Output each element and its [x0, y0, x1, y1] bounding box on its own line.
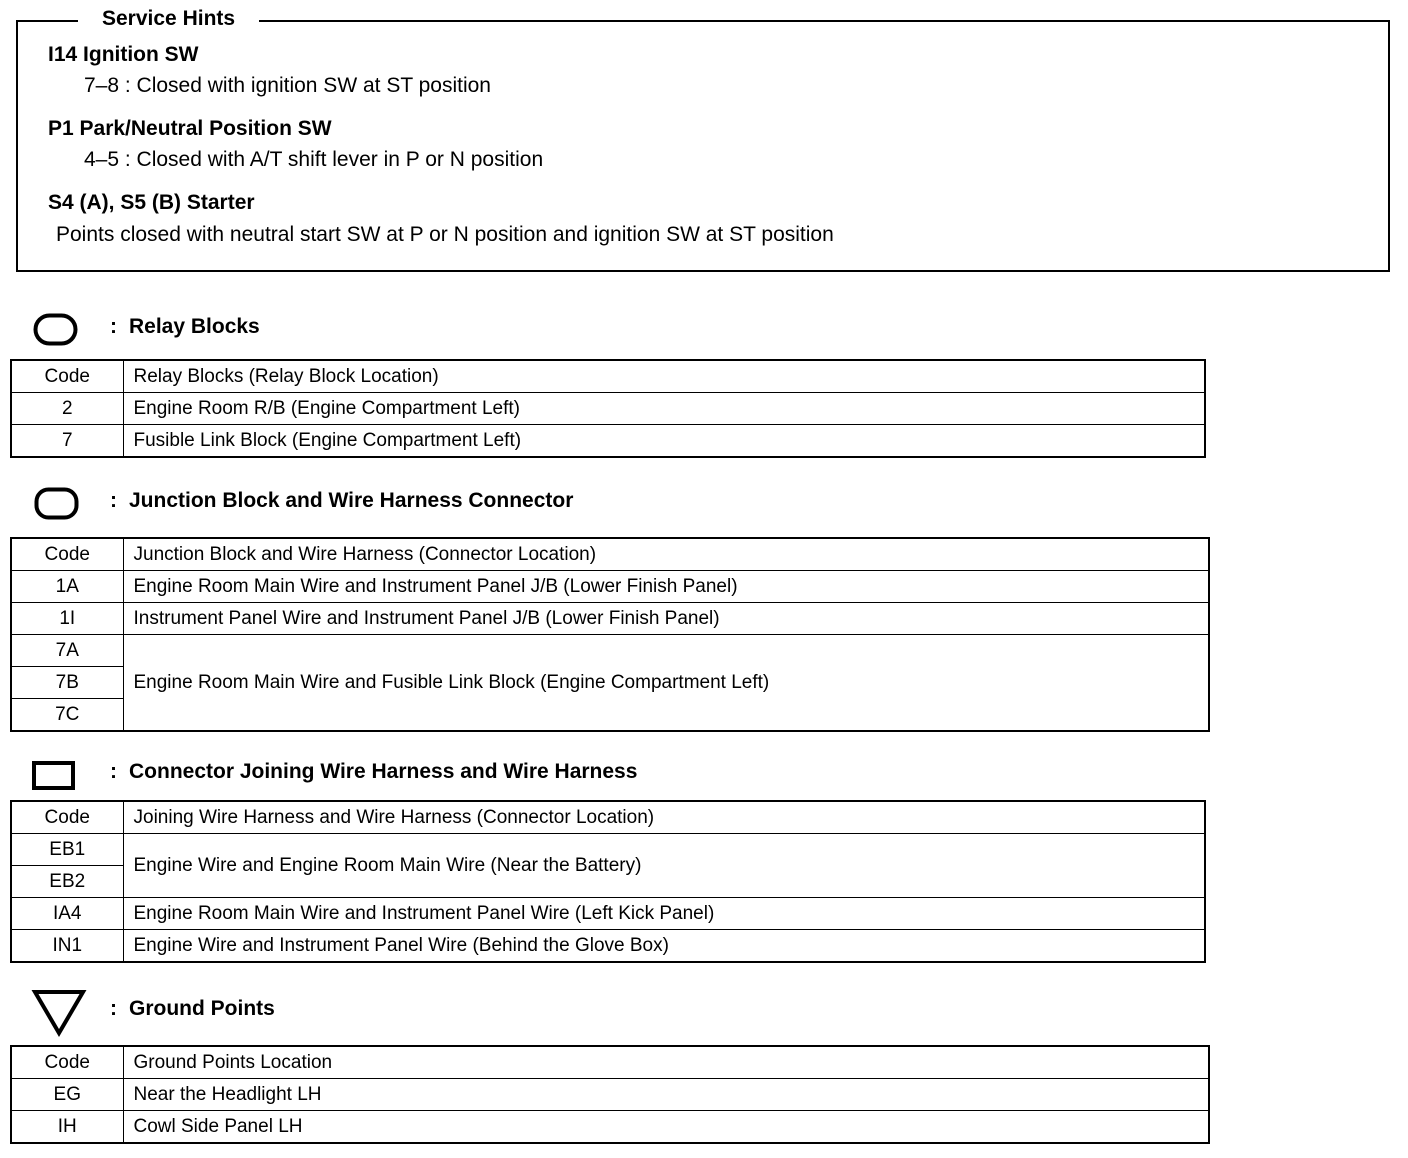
connectors-table: [10, 800, 1206, 963]
hint-heading-starter: S4 (A), S5 (B) Starter: [48, 191, 255, 214]
junction-blocks-heading: [110, 487, 573, 515]
code-cell: 7C: [11, 699, 123, 732]
code-cell: 7A: [11, 635, 123, 667]
relay-blocks-heading: [110, 313, 260, 341]
location-header: Junction Block and Wire Harness (Connector Location): [123, 538, 1209, 571]
code-header: Code: [11, 1046, 123, 1079]
location-cell: Engine Room Main Wire and Instrument Panel J/B (Lower Finish Panel): [123, 571, 1209, 603]
code-cell: EB2: [11, 866, 123, 898]
connector-square-icon: [31, 760, 77, 792]
code-cell: EG: [11, 1079, 123, 1111]
table-row: [11, 1111, 1209, 1144]
code-cell: IN1: [11, 930, 123, 963]
code-header: Code: [11, 538, 123, 571]
location-cell: Engine Room Main Wire and Instrument Panel Wire (Left Kick Panel): [123, 898, 1205, 930]
junction-block-icon: [34, 487, 80, 521]
table-header-row: [11, 360, 1205, 393]
ground-points-heading: [110, 995, 275, 1023]
heading-colon: :: [110, 997, 117, 1020]
location-header: Joining Wire Harness and Wire Harness (Connector Location): [123, 801, 1205, 834]
table-header-row: [11, 801, 1205, 834]
location-cell: Engine Room Main Wire and Fusible Link Block (Engine Compartment Left): [123, 635, 1209, 732]
code-cell: 7B: [11, 667, 123, 699]
hint-heading-ignition-sw: I14 Ignition SW: [48, 43, 199, 66]
hint-detail-starter: Points closed with neutral start SW at P or N position and ignition SW at ST position: [56, 223, 834, 246]
junction-blocks-table: [10, 537, 1210, 732]
location-header: Relay Blocks (Relay Block Location): [123, 360, 1205, 393]
table-row: [11, 425, 1205, 458]
relay-block-icon: [33, 313, 79, 347]
table-row: [11, 930, 1205, 963]
hint-heading-park-neutral-sw: P1 Park/Neutral Position SW: [48, 117, 332, 140]
code-cell: 1A: [11, 571, 123, 603]
relay-blocks-table: [10, 359, 1206, 458]
table-header-row: [11, 1046, 1209, 1079]
code-header: Code: [11, 801, 123, 834]
heading-colon: :: [110, 489, 117, 512]
heading-colon: :: [110, 315, 117, 338]
location-cell: Engine Room R/B (Engine Compartment Left): [123, 393, 1205, 425]
location-cell: Engine Wire and Instrument Panel Wire (Behind the Glove Box): [123, 930, 1205, 963]
table-row: [11, 898, 1205, 930]
relay-blocks-title: Relay Blocks: [129, 315, 260, 338]
table-row: [11, 571, 1209, 603]
table-row: [11, 635, 1209, 667]
location-cell: Near the Headlight LH: [123, 1079, 1209, 1111]
ground-point-triangle-icon: [31, 988, 87, 1038]
code-cell: EB1: [11, 834, 123, 866]
code-header: Code: [11, 360, 123, 393]
table-header-row: [11, 538, 1209, 571]
location-cell: Cowl Side Panel LH: [123, 1111, 1209, 1144]
location-cell: Engine Wire and Engine Room Main Wire (Near the Battery): [123, 834, 1205, 898]
location-header: Ground Points Location: [123, 1046, 1209, 1079]
table-row: [11, 603, 1209, 635]
table-row: [11, 1079, 1209, 1111]
code-cell: IA4: [11, 898, 123, 930]
ground-points-table: [10, 1045, 1210, 1144]
heading-colon: :: [110, 760, 117, 783]
connectors-heading: [110, 758, 637, 786]
table-row: [11, 393, 1205, 425]
code-cell: 2: [11, 393, 123, 425]
code-cell: 1I: [11, 603, 123, 635]
connectors-title: Connector Joining Wire Harness and Wire Harness: [129, 760, 638, 783]
location-cell: Fusible Link Block (Engine Compartment Left): [123, 425, 1205, 458]
hint-detail-ignition-sw: 7–8 : Closed with ignition SW at ST position: [84, 74, 491, 97]
location-cell: Instrument Panel Wire and Instrument Panel J/B (Lower Finish Panel): [123, 603, 1209, 635]
junction-blocks-title: Junction Block and Wire Harness Connector: [129, 489, 574, 512]
table-row: [11, 834, 1205, 866]
ground-points-title: Ground Points: [129, 997, 275, 1020]
code-cell: IH: [11, 1111, 123, 1144]
hint-detail-park-neutral-sw: 4–5 : Closed with A/T shift lever in P or N position: [84, 148, 544, 171]
code-cell: 7: [11, 425, 123, 458]
service-hints-title: Service Hints: [78, 5, 259, 33]
